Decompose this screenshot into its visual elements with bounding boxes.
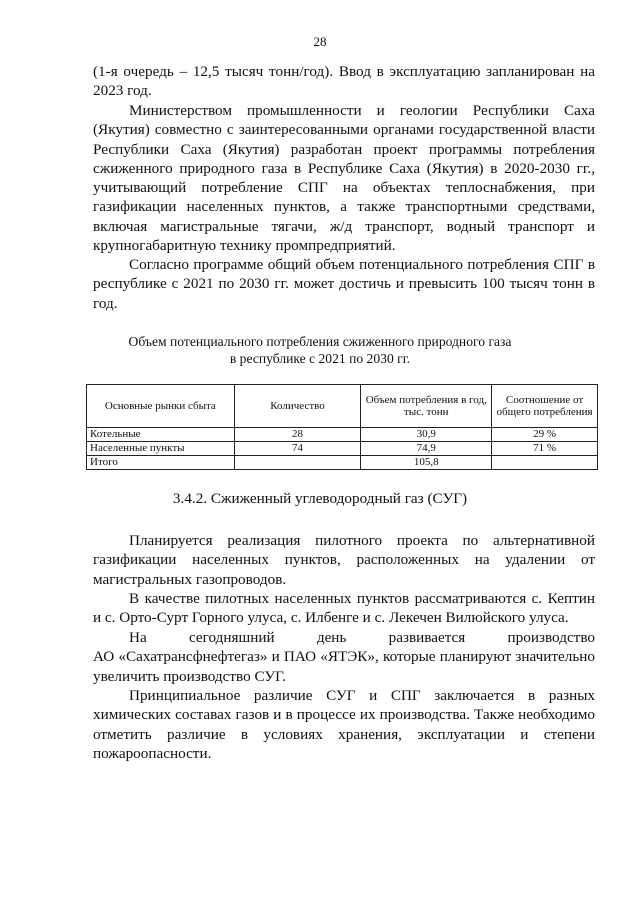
paragraph-6-rest: АО «Сахатрансфнефтегаз» и ПАО «ЯТЭК», которые планируют значительно увеличить производство СУГ. <box>93 648 595 685</box>
cell-share: 71 % <box>492 442 598 456</box>
table-row <box>87 442 598 456</box>
word: сегодняшний <box>188 629 275 646</box>
cell-quantity: 28 <box>234 428 361 442</box>
table-caption-line-1: Объем потенциального потребления сжиженного природного газа <box>128 334 512 349</box>
cell-share <box>492 456 598 470</box>
header-markets: Основные рынки сбыта <box>87 385 235 428</box>
word: день <box>316 629 347 646</box>
consumption-table <box>86 384 598 470</box>
word: На <box>129 629 147 646</box>
word: развивается <box>388 629 466 646</box>
page-number: 28 <box>313 34 327 49</box>
paragraph-4: Планируется реализация пилотного проекта по альтернативной газификации населенных пунктов, расположенных на удалении от магистральных газопроводов. <box>93 532 595 588</box>
header-volume: Объем потребления в год, тыс. тонн <box>361 385 492 428</box>
table-caption <box>0 333 640 367</box>
paragraph-2: Министерством промышленности и геологии Республики Саха (Якутия) совместно с заинтересованными органами государственной власти Республики Саха (Якутия) разработан проект программы потребления сжиженного природного газа в Республике Саха (Якутия) в 2020-2030 гг., учитывающий потребление СПГ на объектах теплоснабжения, при газификации населенных пунктов, а также транспортными средствами, включая магистральные тягачи, ж/д транспорт, водный транспорт и крупногабаритную технику промпредприятий. <box>93 102 595 255</box>
header-share: Соотношение от общего потребления <box>492 385 598 428</box>
cell-share: 29 % <box>492 428 598 442</box>
section-title: 3.4.2. Сжиженный углеводородный газ (СУГ) <box>172 490 468 507</box>
table-row <box>87 428 598 442</box>
paragraph-5: В качестве пилотных населенных пунктов рассматриваются с. Кептин и с. Орто-Сурт Горного улуса, с. Илбенге и с. Лекечен Вилюйского улуса. <box>93 590 595 627</box>
cell-volume: 105,8 <box>361 456 492 470</box>
table-header-row <box>87 385 598 428</box>
cell-market: Населенные пункты <box>87 442 235 456</box>
paragraph-7: Принципиальное различие СУГ и СПГ заключается в разных химических составах газов и в процессе их производства. Также необходимо отметить различие в условиях хранения, эксплуатации и степени пожароопасности. <box>93 687 595 762</box>
paragraph-6 <box>93 628 595 686</box>
paragraph-6-first-line <box>93 628 595 647</box>
paragraph-1: (1-я очередь – 12,5 тысяч тонн/год). Ввод в эксплуатацию запланирован на 2023 год. <box>93 63 595 100</box>
table-caption-line-2: в республике с 2021 по 2030 гг. <box>229 351 411 366</box>
cell-volume: 30,9 <box>361 428 492 442</box>
header-quantity: Количество <box>234 385 361 428</box>
cell-volume: 74,9 <box>361 442 492 456</box>
paragraph-3: Согласно программе общий объем потенциального потребления СПГ в республике с 2021 по 2030 гг. может достичь и превысить 100 тысяч тонн в год. <box>93 256 595 312</box>
cell-market: Котельные <box>87 428 235 442</box>
word: производство <box>507 629 595 646</box>
cell-market: Итого <box>87 456 235 470</box>
cell-quantity <box>234 456 361 470</box>
cell-quantity: 74 <box>234 442 361 456</box>
table-row-total <box>87 456 598 470</box>
